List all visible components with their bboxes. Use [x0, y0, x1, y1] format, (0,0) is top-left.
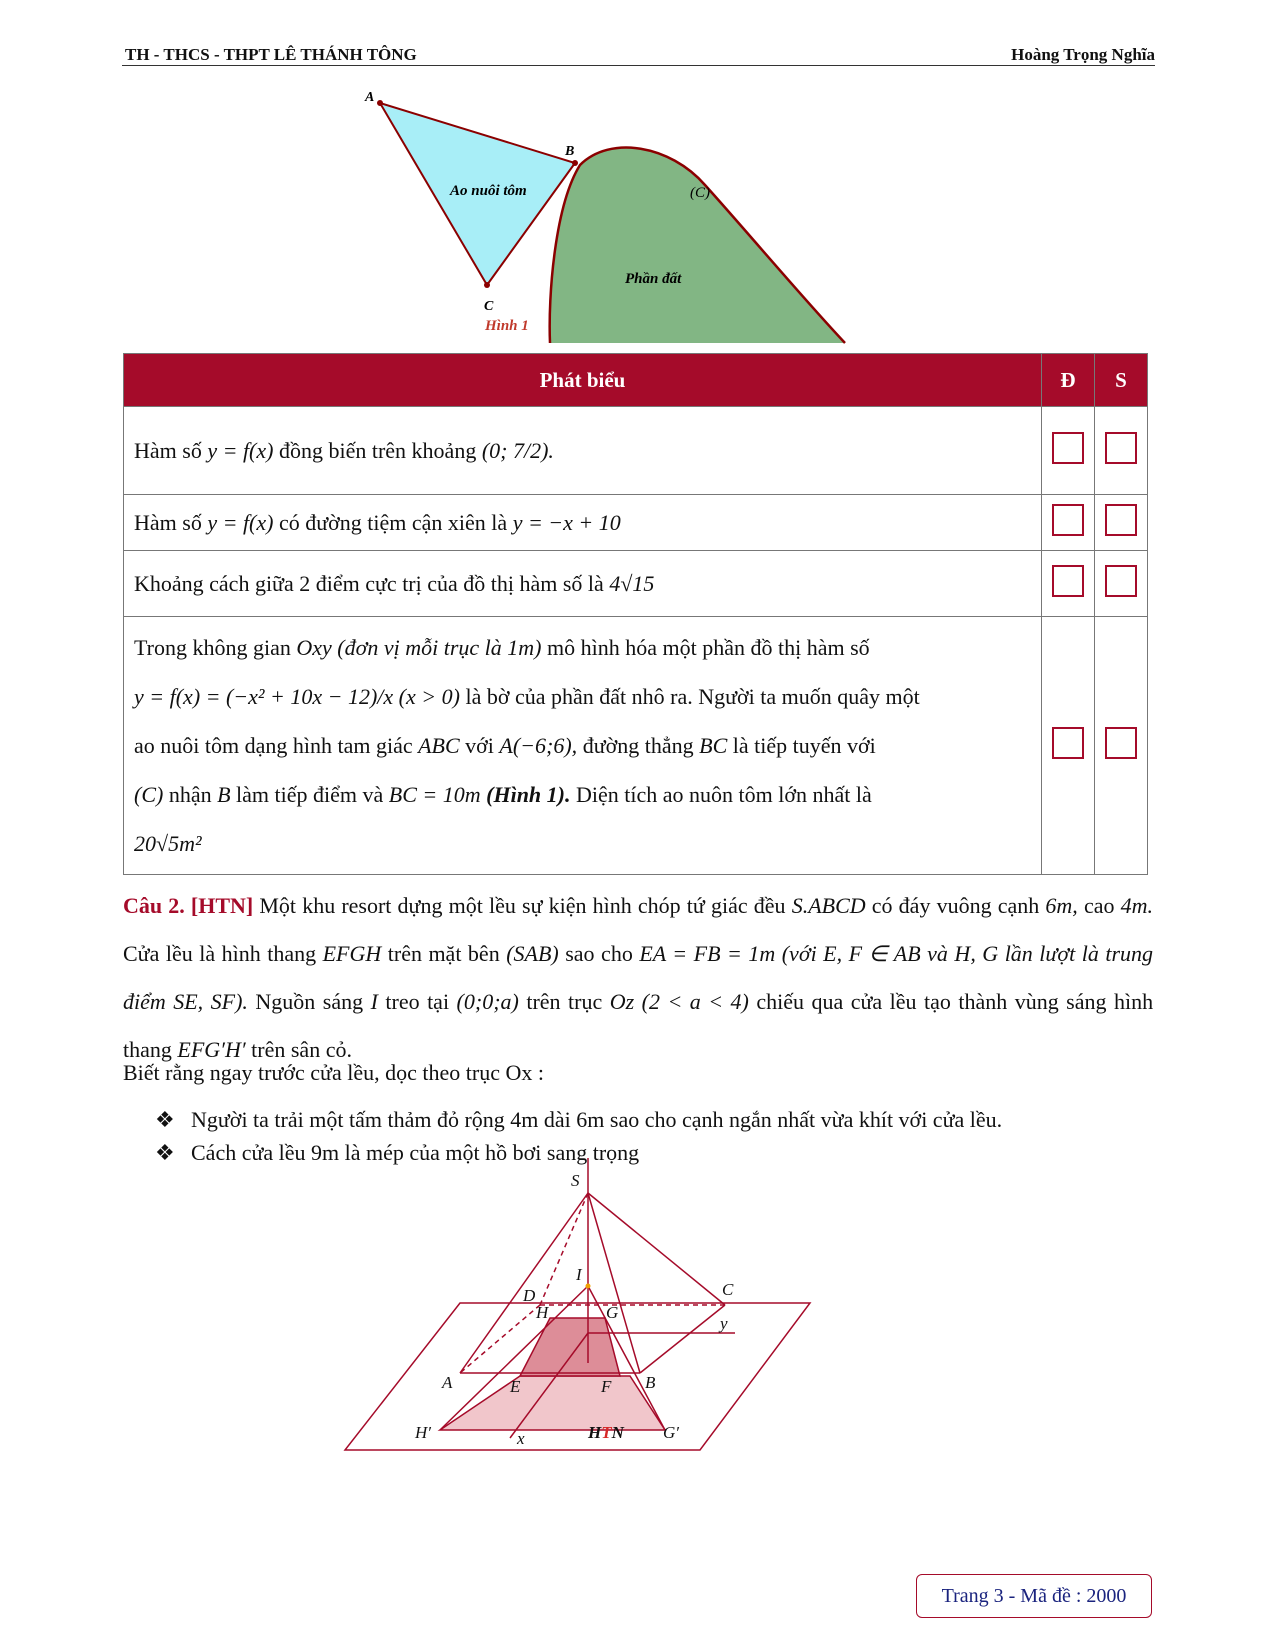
table-row: [124, 407, 1148, 495]
page-number: Trang 3 - Mã đề : 2000: [941, 1585, 1127, 1607]
table-row: [124, 551, 1148, 617]
diamond-bullet-icon: ❖: [155, 1107, 175, 1132]
false-cell: [1094, 617, 1147, 875]
true-cell: [1041, 617, 1094, 875]
statement-cell: Khoảng cách giữa 2 điểm cực trị của đồ thị hàm số là 4√15: [124, 551, 1042, 617]
statement-table: [123, 353, 1148, 875]
header-author: Hoàng Trọng Nghĩa: [1011, 45, 1155, 64]
label-h: H: [536, 1303, 549, 1322]
label-x: x: [517, 1429, 525, 1448]
header-rule: [122, 65, 1155, 66]
page-footer: [916, 1574, 1152, 1618]
table-row: [124, 495, 1148, 551]
true-cell: [1041, 407, 1094, 495]
false-cell: [1094, 495, 1147, 551]
false-checkbox[interactable]: [1105, 727, 1137, 759]
figure-caption: Hình 1: [485, 318, 529, 334]
label-curve: (C): [690, 185, 710, 201]
statement-cell: Trong không gian Oxy (đơn vị mỗi trục là 1m) mô hình hóa một phần đồ thị hàm số y = f(x) = (−x² + 10x − 12)/x (x > 0) là bờ của phần đất nhô ra. Người ta muốn quây một ao nuôi tôm dạng hình tam giác ABC với A(−6;6), đường thẳng BC là tiếp tuyến với (C) nhận B làm tiếp điểm và BC = 10m (Hình 1). Diện tích ao nuôn tôm lớn nhất là 20√5m²: [124, 617, 1042, 875]
label-c: C: [484, 299, 494, 314]
land-label: Phần đất: [625, 271, 682, 287]
table-row: [124, 617, 1148, 875]
htn-watermark: HTN: [588, 1423, 624, 1442]
edge-sc: [588, 1193, 725, 1305]
door-trapezoid: [520, 1318, 620, 1376]
list-item: ❖ Cách cửa lều 9m là mép của một hồ bơi sang trọng: [155, 1136, 1002, 1169]
label-g: G: [606, 1303, 619, 1322]
true-checkbox[interactable]: [1052, 432, 1084, 464]
statement-cell: Hàm số y = f(x) có đường tiệm cận xiên là y = −x + 10: [124, 495, 1042, 551]
true-checkbox[interactable]: [1052, 504, 1084, 536]
figure-2: [340, 1171, 860, 1528]
false-checkbox[interactable]: [1105, 504, 1137, 536]
pond-label: Ao nuôi tôm: [450, 183, 527, 199]
label-y: y: [720, 1314, 728, 1333]
question-2: Câu 2. [HTN] Một khu resort dựng một lều sự kiện hình chóp tứ giác đều S.ABCD có đáy vuông cạnh 6m, cao 4m. Cửa lều là hình thang EFGH trên mặt bên (SAB) sao cho EA = FB = 1m (với E, F ∈ AB và H, G lần lượt là trung điểm SE, SF). Nguồn sáng I treo tại (0;0;a) trên trục Oz (2 < a < 4) chiếu qua cửa lều tạo thành vùng sáng hình thang EFG′H′ trên sân cỏ.: [123, 893, 1154, 1062]
point-a: [377, 100, 383, 106]
edge-sd: [540, 1193, 588, 1305]
false-cell: [1094, 407, 1147, 495]
label-b: B: [565, 144, 575, 159]
point-b: [572, 160, 578, 166]
label-h-prime: H′: [415, 1423, 431, 1442]
true-checkbox[interactable]: [1052, 565, 1084, 597]
question-label: Câu 2. [HTN]: [123, 893, 254, 918]
edge-bc: [640, 1305, 725, 1373]
label-g-prime: G′: [663, 1423, 679, 1442]
label-e: E: [510, 1377, 521, 1396]
label-d: D: [523, 1286, 536, 1305]
list-item: ❖ Người ta trải một tấm thảm đỏ rộng 4m dài 6m sao cho cạnh ngắn nhất vừa khít với cửa lều.: [155, 1103, 1002, 1136]
false-checkbox[interactable]: [1105, 565, 1137, 597]
label-i: I: [576, 1265, 582, 1284]
label-b: B: [645, 1373, 656, 1392]
point-i: [586, 1284, 591, 1289]
true-cell: [1041, 551, 1094, 617]
header-statement: Phát biểu: [124, 354, 1042, 407]
label-f: F: [601, 1377, 612, 1396]
header-true: Đ: [1041, 354, 1094, 407]
false-cell: [1094, 551, 1147, 617]
false-checkbox[interactable]: [1105, 432, 1137, 464]
point-c: [484, 282, 490, 288]
figure-1: [365, 85, 910, 345]
header-school: TH - THCS - THPT LÊ THÁNH TÔNG: [125, 45, 417, 64]
label-a: A: [442, 1373, 453, 1392]
bullet-list: [155, 1103, 1002, 1169]
header-false: S: [1094, 354, 1147, 407]
true-cell: [1041, 495, 1094, 551]
label-s: S: [571, 1171, 580, 1190]
statement-cell: Hàm số y = f(x) đồng biến trên khoảng (0; 7/2).: [124, 407, 1042, 495]
true-checkbox[interactable]: [1052, 727, 1084, 759]
light-region: [440, 1376, 665, 1430]
diamond-bullet-icon: ❖: [155, 1140, 175, 1165]
label-a: A: [365, 90, 375, 105]
label-c: C: [722, 1280, 734, 1299]
question-2-intro: Biết rằng ngay trước cửa lều, dọc theo trục Ox :: [123, 1060, 544, 1085]
table-header-row: [124, 354, 1148, 407]
